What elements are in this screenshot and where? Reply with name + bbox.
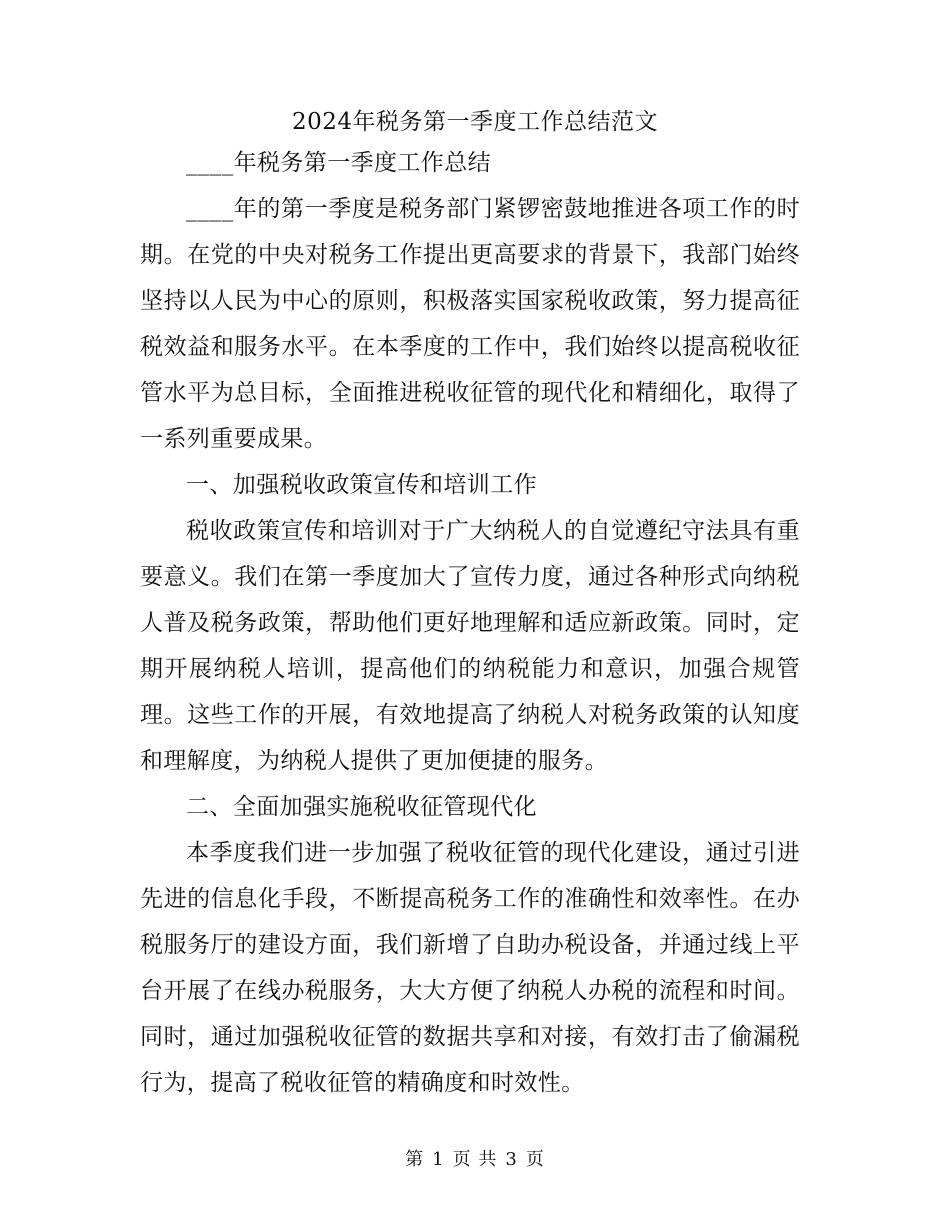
page-label-mid: 页 共 (452, 1149, 498, 1170)
page-label-prefix: 第 (405, 1149, 425, 1170)
paragraph-intro: ____年的第一季度是税务部门紧锣密鼓地推进各项工作的时期。在党的中央对税务工作提出更高要求的背景下，我部门始终坚持以人民为中心的原则，积极落实国家税收政策，努力提高征税效益和服务水平。在本季度的工作中，我们始终以提高税收征管水平为总目标，全面推进税收征管的现代化和精细化，取得了一系列重要成果。 (140, 196, 800, 452)
section-heading-2: 二、全面加强实施税收征管现代化 (186, 794, 537, 820)
current-page-number: 1 (432, 1149, 445, 1170)
page-label-suffix: 页 (525, 1149, 545, 1170)
paragraph-section-1: 税收政策宣传和培训对于广大纳税人的自觉遵纪守法具有重要意义。我们在第一季度加大了宣传力度，通过各种形式向纳税人普及税务政策，帮助他们更好地理解和适应新政策。同时，定期开展纳税人培训，提高他们的纳税能力和意识，加强合规管理。这些工作的开展，有效地提高了纳税人对税务政策的认知度和理解度，为纳税人提供了更加便捷的服务。 (140, 518, 800, 774)
document-body (140, 140, 800, 1106)
paragraph-section-2: 本季度我们进一步加强了税收征管的现代化建设，通过引进先进的信息化手段，不断提高税务工作的准确性和效率性。在办税服务厅的建设方面，我们新增了自助办税设备，并通过线上平台开展了在线办税服务，大大方便了纳税人办税的流程和时间。同时，通过加强税收征管的数据共享和对接，有效打击了偷漏税行为，提高了税收征管的精确度和时效性。 (140, 840, 800, 1096)
section-heading-1: 一、加强税收政策宣传和培训工作 (186, 472, 537, 498)
document-title: 2024年税务第一季度工作总结范文 (291, 109, 659, 135)
page-footer (0, 1146, 950, 1174)
total-pages-number: 3 (505, 1149, 518, 1170)
paragraph-subtitle: ____年税务第一季度工作总结 (186, 150, 491, 176)
